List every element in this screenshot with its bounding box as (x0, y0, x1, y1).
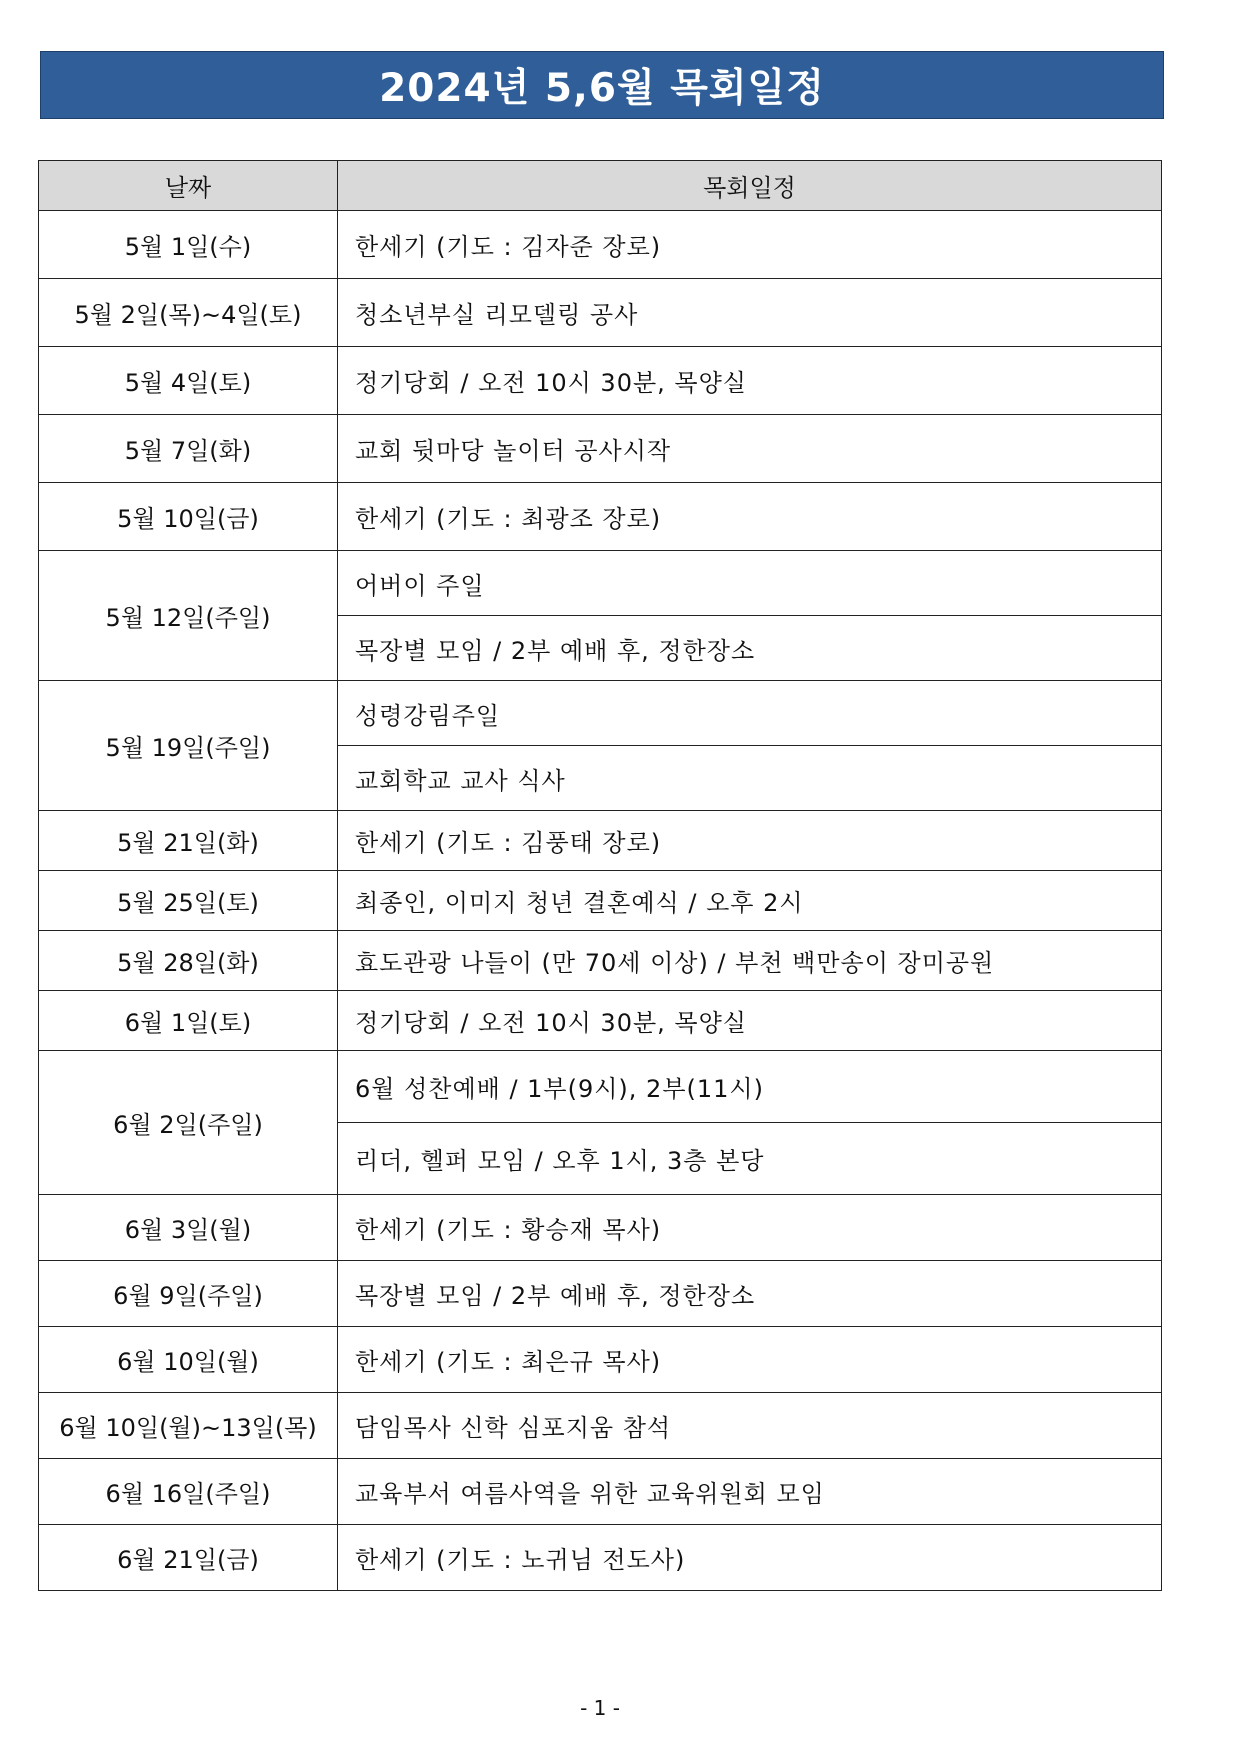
event-cell: 한세기 (기도 : 노귀님 전도사) (338, 1525, 1162, 1591)
date-cell: 6월 10일(월)~13일(목) (39, 1393, 338, 1459)
date-cell: 6월 10일(월) (39, 1327, 338, 1393)
event-column-header: 목회일정 (338, 161, 1162, 211)
date-cell: 5월 1일(수) (39, 211, 338, 279)
date-column-header: 날짜 (39, 161, 338, 211)
event-cell: 한세기 (기도 : 최은규 목사) (338, 1327, 1162, 1393)
table-row (39, 1525, 1162, 1591)
table-row (39, 551, 1162, 616)
event-cell: 정기당회 / 오전 10시 30분, 목양실 (338, 347, 1162, 415)
event-cell: 교회학교 교사 식사 (338, 746, 1162, 811)
table-row (39, 1051, 1162, 1123)
table-row (39, 931, 1162, 991)
event-cell: 교회 뒷마당 놀이터 공사시작 (338, 415, 1162, 483)
date-cell: 5월 21일(화) (39, 811, 338, 871)
event-cell: 한세기 (기도 : 김풍태 장로) (338, 811, 1162, 871)
table-row (39, 681, 1162, 746)
date-cell: 6월 1일(토) (39, 991, 338, 1051)
event-cell: 한세기 (기도 : 최광조 장로) (338, 483, 1162, 551)
table-row (39, 1393, 1162, 1459)
event-cell: 목장별 모임 / 2부 예배 후, 정한장소 (338, 616, 1162, 681)
date-cell: 5월 25일(토) (39, 871, 338, 931)
table-row (39, 347, 1162, 415)
date-cell: 5월 10일(금) (39, 483, 338, 551)
title-banner (40, 51, 1164, 119)
table-row (39, 483, 1162, 551)
table-row (39, 1327, 1162, 1393)
table-header-row (39, 161, 1162, 211)
date-cell: 5월 2일(목)~4일(토) (39, 279, 338, 347)
date-cell: 5월 4일(토) (39, 347, 338, 415)
event-cell: 리더, 헬퍼 모임 / 오후 1시, 3층 본당 (338, 1123, 1162, 1195)
event-cell: 한세기 (기도 : 황승재 목사) (338, 1195, 1162, 1261)
event-cell: 성령강림주일 (338, 681, 1162, 746)
date-cell: 6월 2일(주일) (39, 1051, 338, 1195)
table-row (39, 871, 1162, 931)
event-cell: 교육부서 여름사역을 위한 교육위원회 모임 (338, 1459, 1162, 1525)
page-title: 2024년 5,6월 목회일정 (379, 66, 825, 111)
date-cell: 5월 7일(화) (39, 415, 338, 483)
event-cell: 어버이 주일 (338, 551, 1162, 616)
date-cell: 5월 19일(주일) (39, 681, 338, 811)
table-row (39, 211, 1162, 279)
page-number: - 1 - (580, 1696, 620, 1720)
event-cell: 한세기 (기도 : 김자준 장로) (338, 211, 1162, 279)
event-cell: 정기당회 / 오전 10시 30분, 목양실 (338, 991, 1162, 1051)
event-cell: 효도관광 나들이 (만 70세 이상) / 부천 백만송이 장미공원 (338, 931, 1162, 991)
table-row (39, 1459, 1162, 1525)
table-row (39, 811, 1162, 871)
date-cell: 5월 28일(화) (39, 931, 338, 991)
table-row (39, 1195, 1162, 1261)
date-cell: 6월 9일(주일) (39, 1261, 338, 1327)
table-row (39, 1261, 1162, 1327)
table-row (39, 991, 1162, 1051)
date-cell: 5월 12일(주일) (39, 551, 338, 681)
date-cell: 6월 16일(주일) (39, 1459, 338, 1525)
event-cell: 담임목사 신학 심포지움 참석 (338, 1393, 1162, 1459)
event-cell: 청소년부실 리모델링 공사 (338, 279, 1162, 347)
event-cell: 최종인, 이미지 청년 결혼예식 / 오후 2시 (338, 871, 1162, 931)
date-cell: 6월 21일(금) (39, 1525, 338, 1591)
schedule-table (38, 160, 1162, 1591)
date-cell: 6월 3일(월) (39, 1195, 338, 1261)
table-row (39, 279, 1162, 347)
table-row (39, 415, 1162, 483)
event-cell: 목장별 모임 / 2부 예배 후, 정한장소 (338, 1261, 1162, 1327)
event-cell: 6월 성찬예배 / 1부(9시), 2부(11시) (338, 1051, 1162, 1123)
